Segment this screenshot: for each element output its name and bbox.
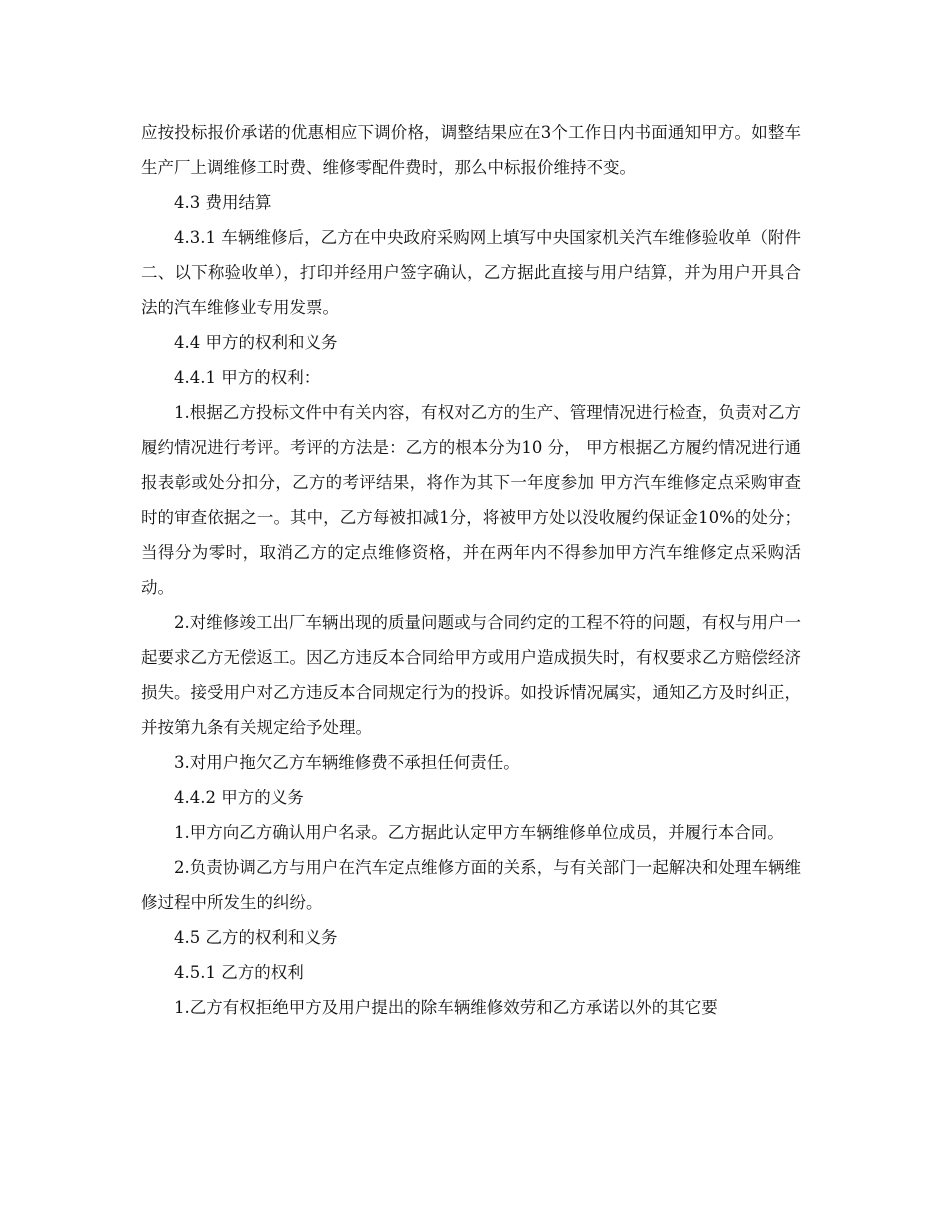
subsection-heading-4-5-1: 4.5.1 乙方的权利: [174, 963, 304, 982]
list-item-party-a-right-1: 1.根据乙方投标文件中有关内容，有权对乙方的生产、管理情况进行检查，负责对乙方履约情况进行考评。考评的方法是：乙方的根本分为10 分， 甲方根据乙方履约情况进行通报表彰或处分扣分，乙方的考评结果，将作为其下一年度参加 甲方汽车维修定点采购审查时的审查依据之一。其中，乙方每被扣减1分，将被甲方处以没收履约保证金10%的处分；当得分为零时，取消乙方的定点维修资格，并在两年内不得参加甲方汽车维修定点采购活动。: [141, 403, 801, 597]
list-item-party-b-right-1: 1.乙方有权拒绝甲方及用户提出的除车辆维修效劳和乙方承诺以外的其它要: [174, 998, 718, 1017]
list-item-party-a-right-3: 3.对用户拖欠乙方车辆维修费不承担任何责任。: [174, 753, 520, 772]
list-item-party-a-right-2: 2.对维修竣工出厂车辆出现的质量问题或与合同约定的工程不符的问题，有权与用户一起要求乙方无偿返工。因乙方违反本合同给甲方或用户造成损失时，有权要求乙方赔偿经济损失。接受用户对乙方违反本合同规定行为的投诉。如投诉情况属实，通知乙方及时纠正，并按第九条有关规定给予处理。: [141, 613, 801, 737]
document-body: [141, 115, 801, 1025]
list-item-party-a-duty-2: 2.负责协调乙方与用户在汽车定点维修方面的关系，与有关部门一起解决和处理车辆维修过程中所发生的纠纷。: [141, 858, 801, 912]
subsection-heading-4-4-1: 4.4.1 甲方的权利：: [174, 368, 321, 387]
paragraph-price-adjustment: 应按投标报价承诺的优惠相应下调价格，调整结果应在3个工作日内书面通知甲方。如整车生产厂上调维修工时费、维修零配件费时，那么中标报价维持不变。: [141, 123, 801, 177]
paragraph-4-3-1: 4.3.1 车辆维修后，乙方在中央政府采购网上填写中央国家机关汽车维修验收单（附件二、以下称验收单），打印并经用户签字确认，乙方据此直接与用户结算，并为用户开具合法的汽车维修业专用发票。: [141, 228, 801, 317]
subsection-heading-4-4-2: 4.4.2 甲方的义务: [174, 788, 304, 807]
section-heading-4-3: 4.3 费用结算: [174, 193, 272, 212]
section-heading-4-4: 4.4 甲方的权利和义务: [174, 333, 338, 352]
list-item-party-a-duty-1: 1.甲方向乙方确认用户名录。乙方据此认定甲方车辆维修单位成员，并履行本合同。: [174, 823, 784, 842]
section-heading-4-5: 4.5 乙方的权利和义务: [174, 928, 338, 947]
